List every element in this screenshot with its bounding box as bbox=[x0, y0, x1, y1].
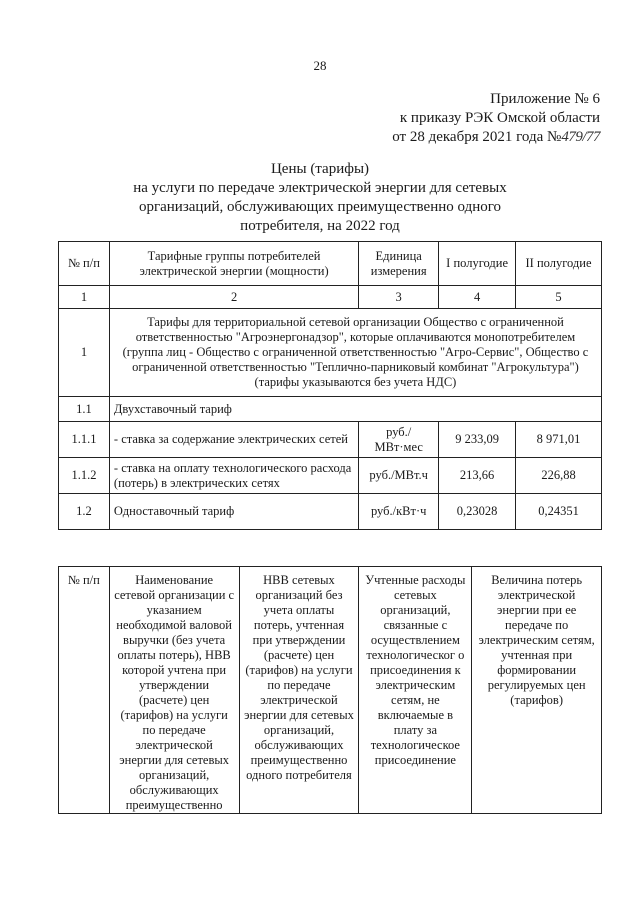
table-header-row bbox=[59, 242, 602, 286]
header-cell: I полугодие bbox=[439, 242, 516, 286]
column-number: 5 bbox=[516, 286, 602, 309]
row-value-h2: 8 971,01 bbox=[516, 422, 602, 458]
title-line-3: организаций, обслуживающих преимущественно одного bbox=[138, 199, 502, 215]
row-label: - ставка за содержание электрических сетей bbox=[109, 422, 358, 458]
row-value-h1: 213,66 bbox=[439, 458, 516, 494]
row-number: 1.1 bbox=[59, 397, 110, 422]
page-number: 28 bbox=[313, 58, 327, 73]
header-cell: № п/п bbox=[59, 567, 110, 814]
appendix-line-3 bbox=[392, 128, 600, 147]
header-cell: Величина потерь электрической энергии при ее передаче по электрическим сетям, учтенная при формировании регулируемых цен (тарифов) bbox=[472, 567, 602, 814]
row-value-h2: 226,88 bbox=[516, 458, 602, 494]
row-value-h1: 0,23028 bbox=[439, 494, 516, 530]
row-number: 1.1.2 bbox=[59, 458, 110, 494]
header-cell: Тарифные группы потребителей электрической энергии (мощности) bbox=[109, 242, 358, 286]
appendix-date: от 28 декабря 2021 года № bbox=[392, 129, 562, 145]
table-row bbox=[59, 458, 602, 494]
row-label: - ставка на оплату технологического расхода (потерь) в электрических сетях bbox=[109, 458, 358, 494]
title-line-2: на услуги по передаче электрической энергии для сетевых bbox=[133, 180, 507, 196]
row-label: Двухставочный тариф bbox=[109, 397, 601, 422]
row-number: 1.2 bbox=[59, 494, 110, 530]
table-row bbox=[59, 397, 602, 422]
header-cell: Наименование сетевой организации с указанием необходимой валовой выручки (без учета оплаты потерь), НВВ которой учтена при утверждении (расчете) цен (тарифов) на услуги по передаче электрической энергии для сетевых организаций, обслуживающих преимущественно bbox=[109, 567, 239, 814]
appendix-line-1: Приложение № 6 bbox=[490, 91, 600, 107]
organization-row bbox=[59, 309, 602, 397]
row-unit: руб./МВт·мес bbox=[359, 422, 439, 458]
header-cell: НВВ сетевых организаций без учета оплаты потерь, учтенная при утверждении (расчете) цен (тарифов) на услуги по передаче электрической энергии для сетевых организаций, обслуживающих преимущественно одного потребителя bbox=[239, 567, 359, 814]
row-number: 1.1.1 bbox=[59, 422, 110, 458]
column-number: 3 bbox=[359, 286, 439, 309]
row-value-h1: 9 233,09 bbox=[439, 422, 516, 458]
title-line-1: Цены (тарифы) bbox=[270, 161, 370, 177]
row-unit: руб./кВт·ч bbox=[359, 494, 439, 530]
table-row bbox=[59, 494, 602, 530]
row-unit: руб./МВт.ч bbox=[359, 458, 439, 494]
table-header-row bbox=[59, 567, 602, 814]
document-title bbox=[90, 160, 550, 236]
column-number: 2 bbox=[109, 286, 358, 309]
row-label: Одноставочный тариф bbox=[109, 494, 358, 530]
column-number-row bbox=[59, 286, 602, 309]
appendix-block bbox=[392, 90, 600, 147]
table-row bbox=[59, 422, 602, 458]
header-cell: II полугодие bbox=[516, 242, 602, 286]
header-cell: № п/п bbox=[59, 242, 110, 286]
appendix-line-2: к приказу РЭК Омской области bbox=[399, 110, 600, 126]
tariff-table bbox=[58, 241, 602, 530]
column-number: 1 bbox=[59, 286, 110, 309]
header-cell: Единица измерения bbox=[359, 242, 439, 286]
row-value-h2: 0,24351 bbox=[516, 494, 602, 530]
organization-description: Тарифы для территориальной сетевой организации Общество с ограниченной ответственностью "Агроэнергонадзор", которые оплачиваются монопотребителем (группа лиц - Общество с ограниченной ответственностью "Агро-Сервис", Общество с ограниченной ответственностью "Теплично-парниковый комбинат "Агрокультура") (тарифы указываются без учета НДС) bbox=[109, 309, 601, 397]
nvv-table bbox=[58, 566, 602, 814]
title-line-4: потребителя, на 2022 год bbox=[240, 218, 400, 234]
header-cell: Учтенные расходы сетевых организаций, связанные с осуществлением технологическог о присоединения к электрическим сетям, не включаемые в плату за технологическое присоединение bbox=[359, 567, 472, 814]
order-number-handwritten: 479/77 bbox=[561, 129, 600, 145]
column-number: 4 bbox=[439, 286, 516, 309]
row-number: 1 bbox=[59, 309, 110, 397]
